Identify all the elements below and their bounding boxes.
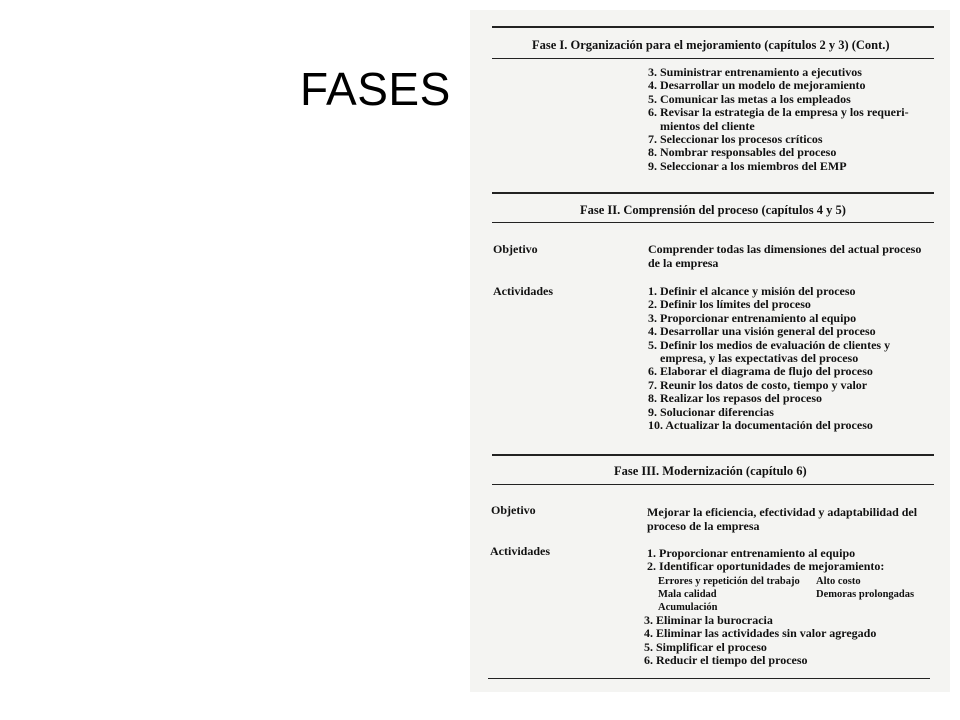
objective-text: Mejorar la eficiencia, efectividad y adaptabilidad del: [647, 505, 918, 519]
phase1-activities: [648, 66, 909, 173]
list-item: 8. Realizar los repasos del proceso: [648, 391, 822, 406]
slide-title: FASES: [300, 63, 451, 115]
list-item: 7. Seleccionar los procesos críticos: [648, 132, 823, 147]
list-item: 6. Reducir el tiempo del proceso: [644, 653, 808, 668]
divider: [492, 484, 934, 485]
list-item: 8. Nombrar responsables del proceso: [648, 145, 837, 160]
phase2-header: Fase II. Comprensión del proceso (capítulos 4 y 5): [580, 203, 846, 217]
activities-label: Actividades: [490, 544, 550, 558]
objective-text: proceso de la empresa: [647, 519, 760, 533]
list-item: 4. Eliminar las actividades sin valor agregado: [644, 626, 877, 641]
list-item: 2. Identificar oportunidades de mejoramiento:: [647, 559, 885, 574]
list-item: 9. Seleccionar a los miembros del EMP: [648, 158, 847, 173]
divider: [492, 192, 934, 194]
list-item: 3. Suministrar entrenamiento a ejecutivos: [648, 65, 862, 79]
sub-item: Alto costo: [816, 576, 861, 587]
divider: [492, 222, 934, 223]
objective-label: Objetivo: [493, 242, 538, 256]
list-item: 1. Proporcionar entrenamiento al equipo: [647, 546, 856, 560]
list-item: 5. Simplificar el proceso: [644, 639, 767, 654]
divider: [492, 58, 934, 59]
sub-item: Errores y repetición del trabajo: [658, 576, 800, 587]
phase3-activities: [644, 614, 876, 668]
objective-text: de la empresa: [648, 256, 719, 270]
activities-label: Actividades: [493, 284, 553, 298]
list-item: mientos del cliente: [660, 118, 755, 133]
objective-text: Comprender todas las dimensiones del actual proceso: [648, 242, 922, 256]
phase3-header: Fase III. Modernización (capítulo 6): [614, 464, 807, 478]
list-item: 6. Revisar la estrategia de la empresa y los requeri-: [648, 105, 909, 120]
phase3-activities: [647, 547, 884, 574]
sub-item: Demoras prolongadas: [816, 589, 915, 600]
list-item: empresa, y las expectativas del proceso: [660, 351, 859, 366]
list-item: 4. Desarrollar un modelo de mejoramiento: [648, 78, 866, 93]
improvement-opportunities: [816, 575, 914, 601]
list-item: 10. Actualizar la documentación del proceso: [648, 418, 873, 433]
phase2-activities: [648, 285, 890, 432]
list-item: 7. Reunir los datos de costo, tiempo y valor: [648, 377, 868, 392]
list-item: 3. Proporcionar entrenamiento al equipo: [648, 310, 857, 325]
divider: [492, 26, 934, 28]
improvement-opportunities: [658, 575, 800, 614]
list-item: 1. Definir el alcance y misión del proceso: [648, 284, 856, 298]
phase1-header: Fase I. Organización para el mejoramiento (capítulos 2 y 3) (Cont.): [532, 38, 890, 52]
divider: [488, 678, 930, 679]
list-item: 2. Definir los límites del proceso: [648, 297, 811, 312]
divider: [492, 454, 934, 456]
list-item: 9. Solucionar diferencias: [648, 404, 774, 419]
list-item: 5. Comunicar las metas a los empleados: [648, 91, 851, 106]
objective-label: Objetivo: [491, 503, 536, 517]
sub-item: Acumulación: [658, 602, 718, 613]
list-item: 6. Elaborar el diagrama de flujo del proceso: [648, 364, 873, 379]
list-item: 3. Eliminar la burocracia: [644, 613, 773, 627]
sub-item: Mala calidad: [658, 589, 717, 600]
list-item: 4. Desarrollar una visión general del proceso: [648, 324, 876, 339]
list-item: 5. Definir los medios de evaluación de clientes y: [648, 337, 891, 352]
